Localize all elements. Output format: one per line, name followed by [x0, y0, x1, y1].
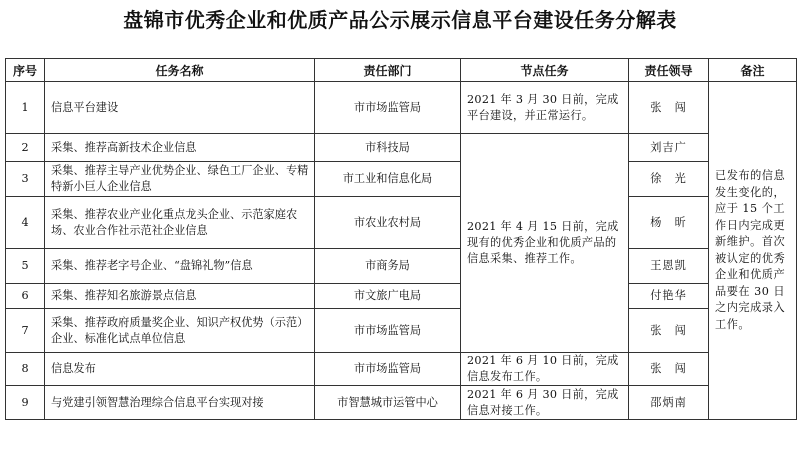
table-row	[6, 284, 797, 309]
table-row	[6, 309, 797, 353]
table-row	[6, 134, 797, 162]
table-row	[6, 249, 797, 284]
cell-dept: 市文旅广电局	[315, 284, 461, 309]
cell-seq: 1	[6, 82, 45, 134]
header-leader: 责任领导	[629, 59, 709, 82]
cell-leader: 邵炳南	[629, 386, 709, 420]
cell-leader: 杨 昕	[629, 197, 709, 249]
cell-dept: 市市场监管局	[315, 353, 461, 386]
document-title: 盘锦市优秀企业和优质产品公示展示信息平台建设任务分解表	[123, 8, 677, 32]
cell-task: 信息平台建设	[45, 82, 315, 134]
cell-task: 采集、推荐高新技术企业信息	[45, 134, 315, 162]
cell-remark-merged: 已发布的信息发生变化的，应于 15 个工作日内完成更新维护。首次被认定的优秀企业和优质产品要在 30 日之内完成录入工作。	[709, 82, 797, 420]
task-breakdown-table	[5, 58, 797, 420]
cell-leader: 王恩凯	[629, 249, 709, 284]
cell-dept: 市商务局	[315, 249, 461, 284]
cell-seq: 6	[6, 284, 45, 309]
cell-task: 采集、推荐主导产业优势企业、绿色工厂企业、专精特新小巨人企业信息	[45, 162, 315, 197]
cell-task: 与党建引领智慧治理综合信息平台实现对接	[45, 386, 315, 420]
cell-task: 采集、推荐知名旅游景点信息	[45, 284, 315, 309]
cell-seq: 8	[6, 353, 45, 386]
table-row	[6, 197, 797, 249]
table-row	[6, 82, 797, 134]
table-row	[6, 353, 797, 386]
cell-leader: 刘吉广	[629, 134, 709, 162]
cell-task: 采集、推荐老字号企业、“盘锦礼物”信息	[45, 249, 315, 284]
cell-seq: 4	[6, 197, 45, 249]
header-node: 节点任务	[461, 59, 629, 82]
header-seq: 序号	[6, 59, 45, 82]
cell-dept: 市科技局	[315, 134, 461, 162]
cell-seq: 5	[6, 249, 45, 284]
header-dept: 责任部门	[315, 59, 461, 82]
cell-node: 2021 年 3 月 30 日前，完成平台建设，并正常运行。	[461, 82, 629, 134]
cell-dept: 市农业农村局	[315, 197, 461, 249]
table-row	[6, 162, 797, 197]
cell-node: 2021 年 6 月 30 日前，完成信息对接工作。	[461, 386, 629, 420]
cell-dept: 市市场监管局	[315, 82, 461, 134]
cell-leader: 张 闯	[629, 82, 709, 134]
table-header-row	[6, 59, 797, 82]
cell-seq: 7	[6, 309, 45, 353]
cell-leader: 张 闯	[629, 353, 709, 386]
cell-leader: 付艳华	[629, 284, 709, 309]
cell-seq: 9	[6, 386, 45, 420]
cell-task: 采集、推荐政府质量奖企业、知识产权优势（示范）企业、标准化试点单位信息	[45, 309, 315, 353]
cell-leader: 徐 光	[629, 162, 709, 197]
header-task: 任务名称	[45, 59, 315, 82]
cell-seq: 3	[6, 162, 45, 197]
cell-leader: 张 闯	[629, 309, 709, 353]
cell-dept: 市智慧城市运管中心	[315, 386, 461, 420]
cell-dept: 市工业和信息化局	[315, 162, 461, 197]
cell-seq: 2	[6, 134, 45, 162]
cell-task: 信息发布	[45, 353, 315, 386]
cell-task: 采集、推荐农业产业化重点龙头企业、示范家庭农场、农业合作社示范社企业信息	[45, 197, 315, 249]
table-row	[6, 386, 797, 420]
cell-dept: 市市场监管局	[315, 309, 461, 353]
cell-node: 2021 年 6 月 10 日前，完成信息发布工作。	[461, 353, 629, 386]
cell-node-merged: 2021 年 4 月 15 日前，完成现有的优秀企业和优质产品的信息采集、推荐工作。	[461, 134, 629, 353]
header-remark: 备注	[709, 59, 797, 82]
